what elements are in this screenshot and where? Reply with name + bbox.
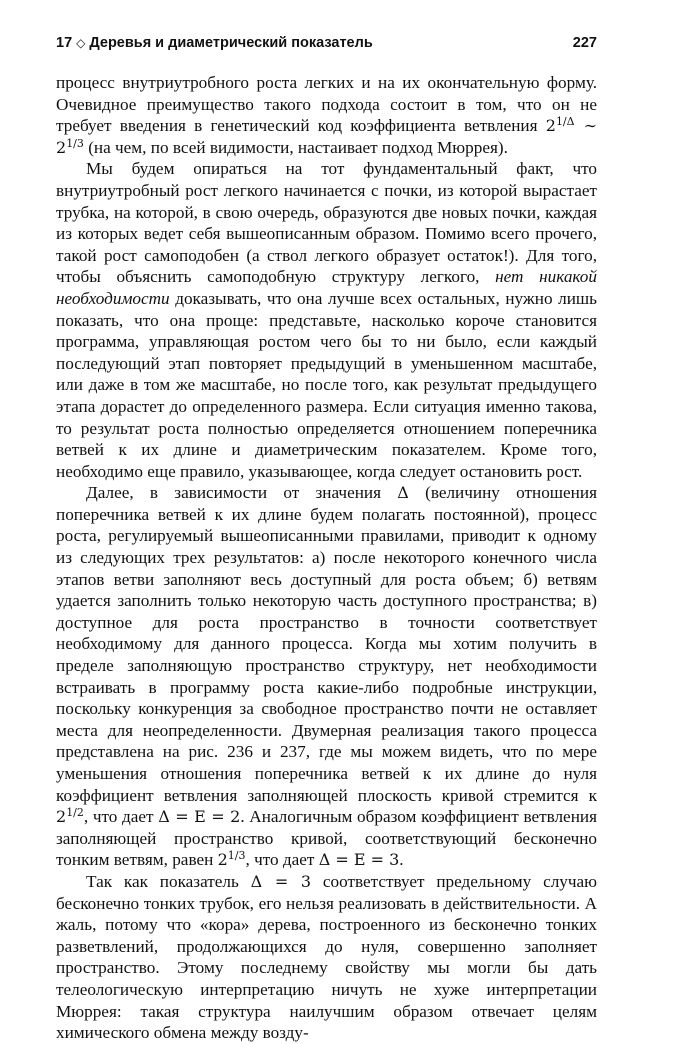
chapter-number: 17: [56, 35, 73, 51]
paragraph-3: [56, 482, 597, 871]
equation-delta-3: Δ = 3: [250, 871, 312, 891]
formula-exponent: 1/3: [227, 849, 246, 863]
p4-text-1: Так как показатель: [86, 871, 251, 891]
p1-text-1: процесс внутриутробного роста легких и на их окончательную форму. Очевидное преимущество такого подхода состоит в том, что он не требует введения в генетический код коэффициента ветвления: [56, 73, 597, 136]
p3-text-4: . Аналогичным образом коэффициент ветвления заполняющей пространство кривой, соответствующий бесконечно тонким ветвям, равен: [56, 807, 597, 870]
chapter-title: Деревья и диаметрический показатель: [89, 35, 373, 51]
p3-text-6: .: [399, 850, 404, 870]
p3-text-5: , что дает: [245, 850, 319, 870]
running-header: [56, 33, 597, 53]
p1-text-2: (на чем, по всей видимости, настаивает подход Мюррея).: [83, 137, 508, 157]
delta-symbol: Δ: [397, 483, 409, 503]
space-coefficient-formula: [218, 850, 246, 869]
formula-base: 2: [56, 137, 67, 157]
page-number: 227: [572, 35, 597, 51]
p3-text-2: (величину отношения поперечника ветвей к их длине будем полагать постоянной), процесс роста, регулируемый вышеописанными правилами, приводит к одному из следующих трех результатов: а) после некоторого конечного числа этапов ветви заполняют весь доступный для роста объем; б) ветвям удается заполнить только некоторую часть доступного пространства; в) доступное для роста пространство в точности соответствует необходимому для данного процесса. Когда мы хотим получить в пределе заполняющую пространство структуру, нет необходимости встраивать в программу роста какие-либо подробные инструкции, поскольку конкуренция за свободное пространство почти не оставляет места для неопределенности. Двумерная реализация такого процесса представлена на рис. 236 и 237, где мы можем видеть, что по мере уменьшения отношения поперечника ветвей к их длине до нуля коэффициент ветвления заполняющей плоскость кривой стремится к: [56, 483, 597, 805]
equation-delta-e-2: Δ = E = 2: [158, 807, 241, 827]
equation-delta-e-3: Δ = E = 3: [318, 850, 400, 870]
similar-symbol: ∼: [574, 116, 597, 136]
paragraph-1: [56, 72, 597, 158]
paragraph-2: [56, 158, 597, 482]
p2-emphasis: нет никакой необходимости: [56, 267, 597, 308]
p3-text-1: Далее, в зависимости от значения: [86, 483, 398, 503]
formula-exponent: 1/3: [66, 136, 84, 150]
formula-exponent: 1/2: [66, 806, 84, 820]
p2-text-1: Мы будем опираться на тот фундаментальный факт, что внутриутробный рост легкого начинается с почки, из которой вырастает трубка, на которой, в свою очередь, образуются две новых почки, каждая из которых ведет себя вышеописанным образом. Помимо всего прочего, такой рост самоподобен (а ствол легкого образует остаток!). Для того, чтобы объяснить самоподобную структуру легкого,: [56, 159, 597, 287]
paragraph-4: [56, 871, 597, 1044]
plane-coefficient-formula: [56, 807, 84, 826]
diamond-separator-icon: ◇: [76, 36, 86, 50]
p3-text-3: , что дает: [83, 807, 159, 827]
p2-text-2: доказывать, что она лучше всех остальных, нужно лишь показать, что она проще: представьте, насколько короче становится программа, управляющая ростом чего бы то ни было, если каждый последующий этап повторяет предыдущий в уменьшенном масштабе, или даже в том же масштабе, но после того, как результат предыдущего этапа дорастет до определенного размера. Если ситуация именно такова, то результат роста полностью определяется отношением поперечника ветвей к их длине и диаметрическим показателем. Кроме того, необходимо еще правило, указывающее, когда следует остановить рост.: [56, 288, 597, 481]
formula-base: 2: [545, 116, 556, 136]
body-text: [56, 72, 597, 1044]
p4-text-2: соответствует предельному случаю бесконечно тонких трубок, его нельзя реализовать в действительности. А жаль, потому что «кора» дерева, построенного из бесконечно тонких разветвлений, продолжающихся до нуля, совершенно заполняет пространство. Этому последнему свойству мы могли бы дать телеологическую интерпретацию ничуть не хуже интерпретации Мюррея: такая структура наилучшим образом отвечает целям химического обмена между возду-: [56, 871, 598, 1043]
formula-base: 2: [217, 850, 228, 870]
formula-exponent: 1/Δ: [555, 115, 575, 129]
formula-base: 2: [56, 807, 67, 827]
